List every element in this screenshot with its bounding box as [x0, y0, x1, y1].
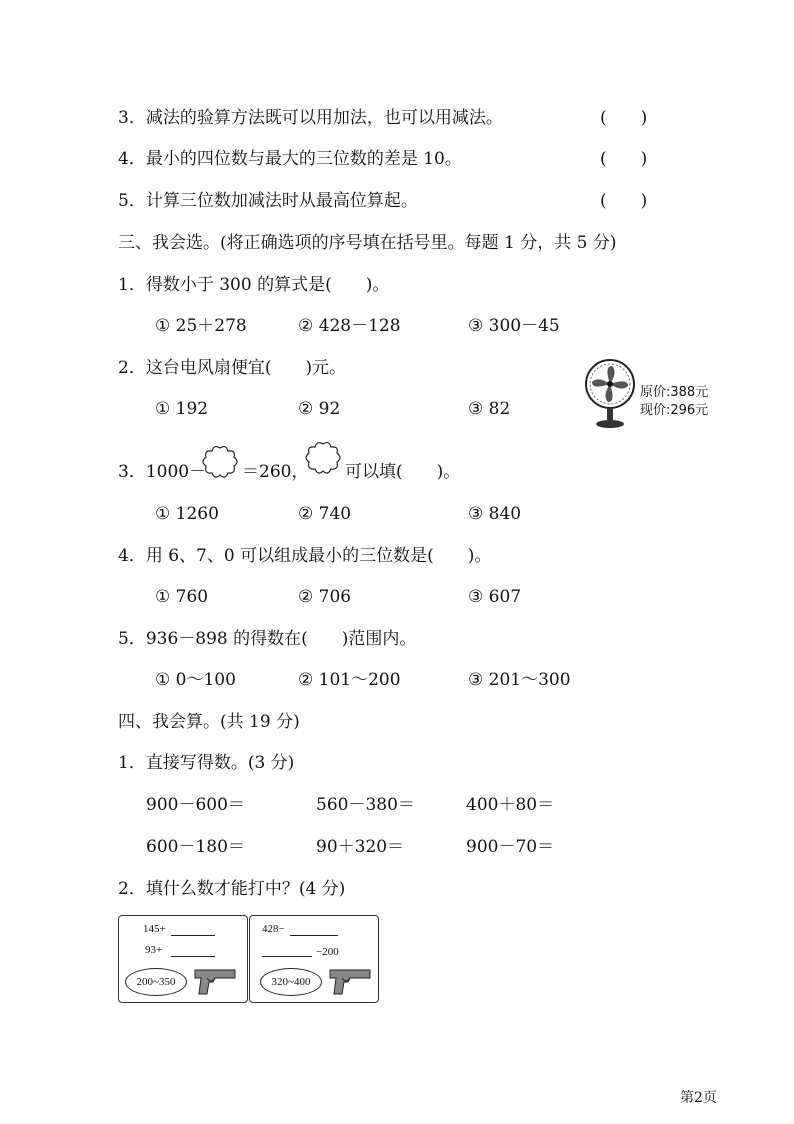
pistol-icon [328, 966, 372, 996]
target-box-2 [249, 915, 379, 1003]
s3-q4-text: 4．用 6、7、0 可以组成最小的三位数是( )。 [118, 546, 492, 566]
s3-q2-option-1[interactable]: ① 192 [155, 399, 209, 419]
box1-range-oval: 200~350 [125, 968, 187, 996]
calc-item: 90＋320＝ [316, 837, 405, 857]
judge-q4-text: 4．最小的四位数与最大的三位数的差是 10。 [118, 149, 462, 169]
box2-line1: 428− [262, 923, 285, 935]
calc-item: 600－180＝ [146, 837, 245, 857]
s3-q4-option-3[interactable]: ③ 607 [468, 587, 522, 607]
page-number: 第2页 [680, 1090, 717, 1106]
s3-q5-option-2[interactable]: ② 101～200 [298, 670, 401, 690]
judge-q4-answer-paren[interactable]: ( ) [600, 149, 648, 169]
s3-q3-option-2[interactable]: ② 740 [298, 504, 352, 524]
box2-blank-2[interactable] [262, 956, 312, 957]
s3-q5-option-1[interactable]: ① 0～100 [155, 670, 236, 690]
s3-q4-option-1[interactable]: ① 760 [155, 587, 209, 607]
s3-q3-prefix: 3．1000－ [118, 462, 207, 482]
section3-title: 三、我会选。(将正确选项的序号填在括号里。每题 1 分，共 5 分) [118, 233, 617, 253]
s3-q3-option-1[interactable]: ① 1260 [155, 504, 219, 524]
fan-current-price: 现价:296元 [640, 403, 709, 418]
s3-q1-option-3[interactable]: ③ 300－45 [468, 316, 560, 336]
s4-q1-text: 1．直接写得数。(3 分) [118, 753, 295, 773]
s3-q5-text: 5．936－898 的得数在( )范围内。 [118, 629, 417, 649]
pistol-icon [193, 966, 237, 996]
judge-q5-answer-paren[interactable]: ( ) [600, 191, 648, 211]
box2-blank-1[interactable] [290, 935, 338, 936]
judge-q3-answer-paren[interactable]: ( ) [600, 108, 648, 128]
box1-line2: 93+ [145, 944, 163, 956]
electric-fan-icon [582, 358, 638, 430]
box1-blank-2[interactable] [171, 956, 215, 957]
s3-q2-option-2[interactable]: ② 92 [298, 399, 341, 419]
s3-q1-option-1[interactable]: ① 25＋278 [155, 316, 247, 336]
s3-q2-option-3[interactable]: ③ 82 [468, 399, 511, 419]
s3-q4-option-2[interactable]: ② 706 [298, 587, 352, 607]
box2-range-oval: 320~400 [260, 968, 322, 996]
section4-title: 四、我会算。(共 19 分) [118, 712, 300, 732]
box2-line2: −200 [316, 946, 339, 958]
calc-item: 400＋80＝ [466, 795, 555, 815]
box1-line1: 145+ [143, 923, 166, 935]
s3-q2-text: 2．这台电风扇便宜( )元。 [118, 358, 347, 378]
judge-q5-text: 5．计算三位数加减法时从最高位算起。 [118, 191, 418, 211]
s3-q3-option-3[interactable]: ③ 840 [468, 504, 522, 524]
s3-q1-text: 1．得数小于 300 的算式是( )。 [118, 275, 390, 295]
s3-q1-option-2[interactable]: ② 428－128 [298, 316, 401, 336]
flower-blank-icon[interactable] [303, 440, 343, 476]
s3-q3-suffix: 可以填( )。 [345, 462, 461, 482]
calc-item: 560－380＝ [316, 795, 415, 815]
fan-original-price: 原价:388元 [640, 385, 709, 400]
calc-item: 900－70＝ [466, 837, 555, 857]
s4-q2-text: 2．填什么数才能打中？(4 分) [118, 879, 346, 899]
target-box-1 [118, 915, 248, 1003]
calc-item: 900－600＝ [146, 795, 245, 815]
flower-blank-icon[interactable] [200, 444, 240, 480]
s3-q5-option-3[interactable]: ③ 201～300 [468, 670, 571, 690]
box1-blank-1[interactable] [171, 935, 215, 936]
s3-q3-middle: ＝260， [242, 462, 309, 482]
judge-q3-text: 3．减法的验算方法既可以用加法，也可以用减法。 [118, 108, 503, 128]
